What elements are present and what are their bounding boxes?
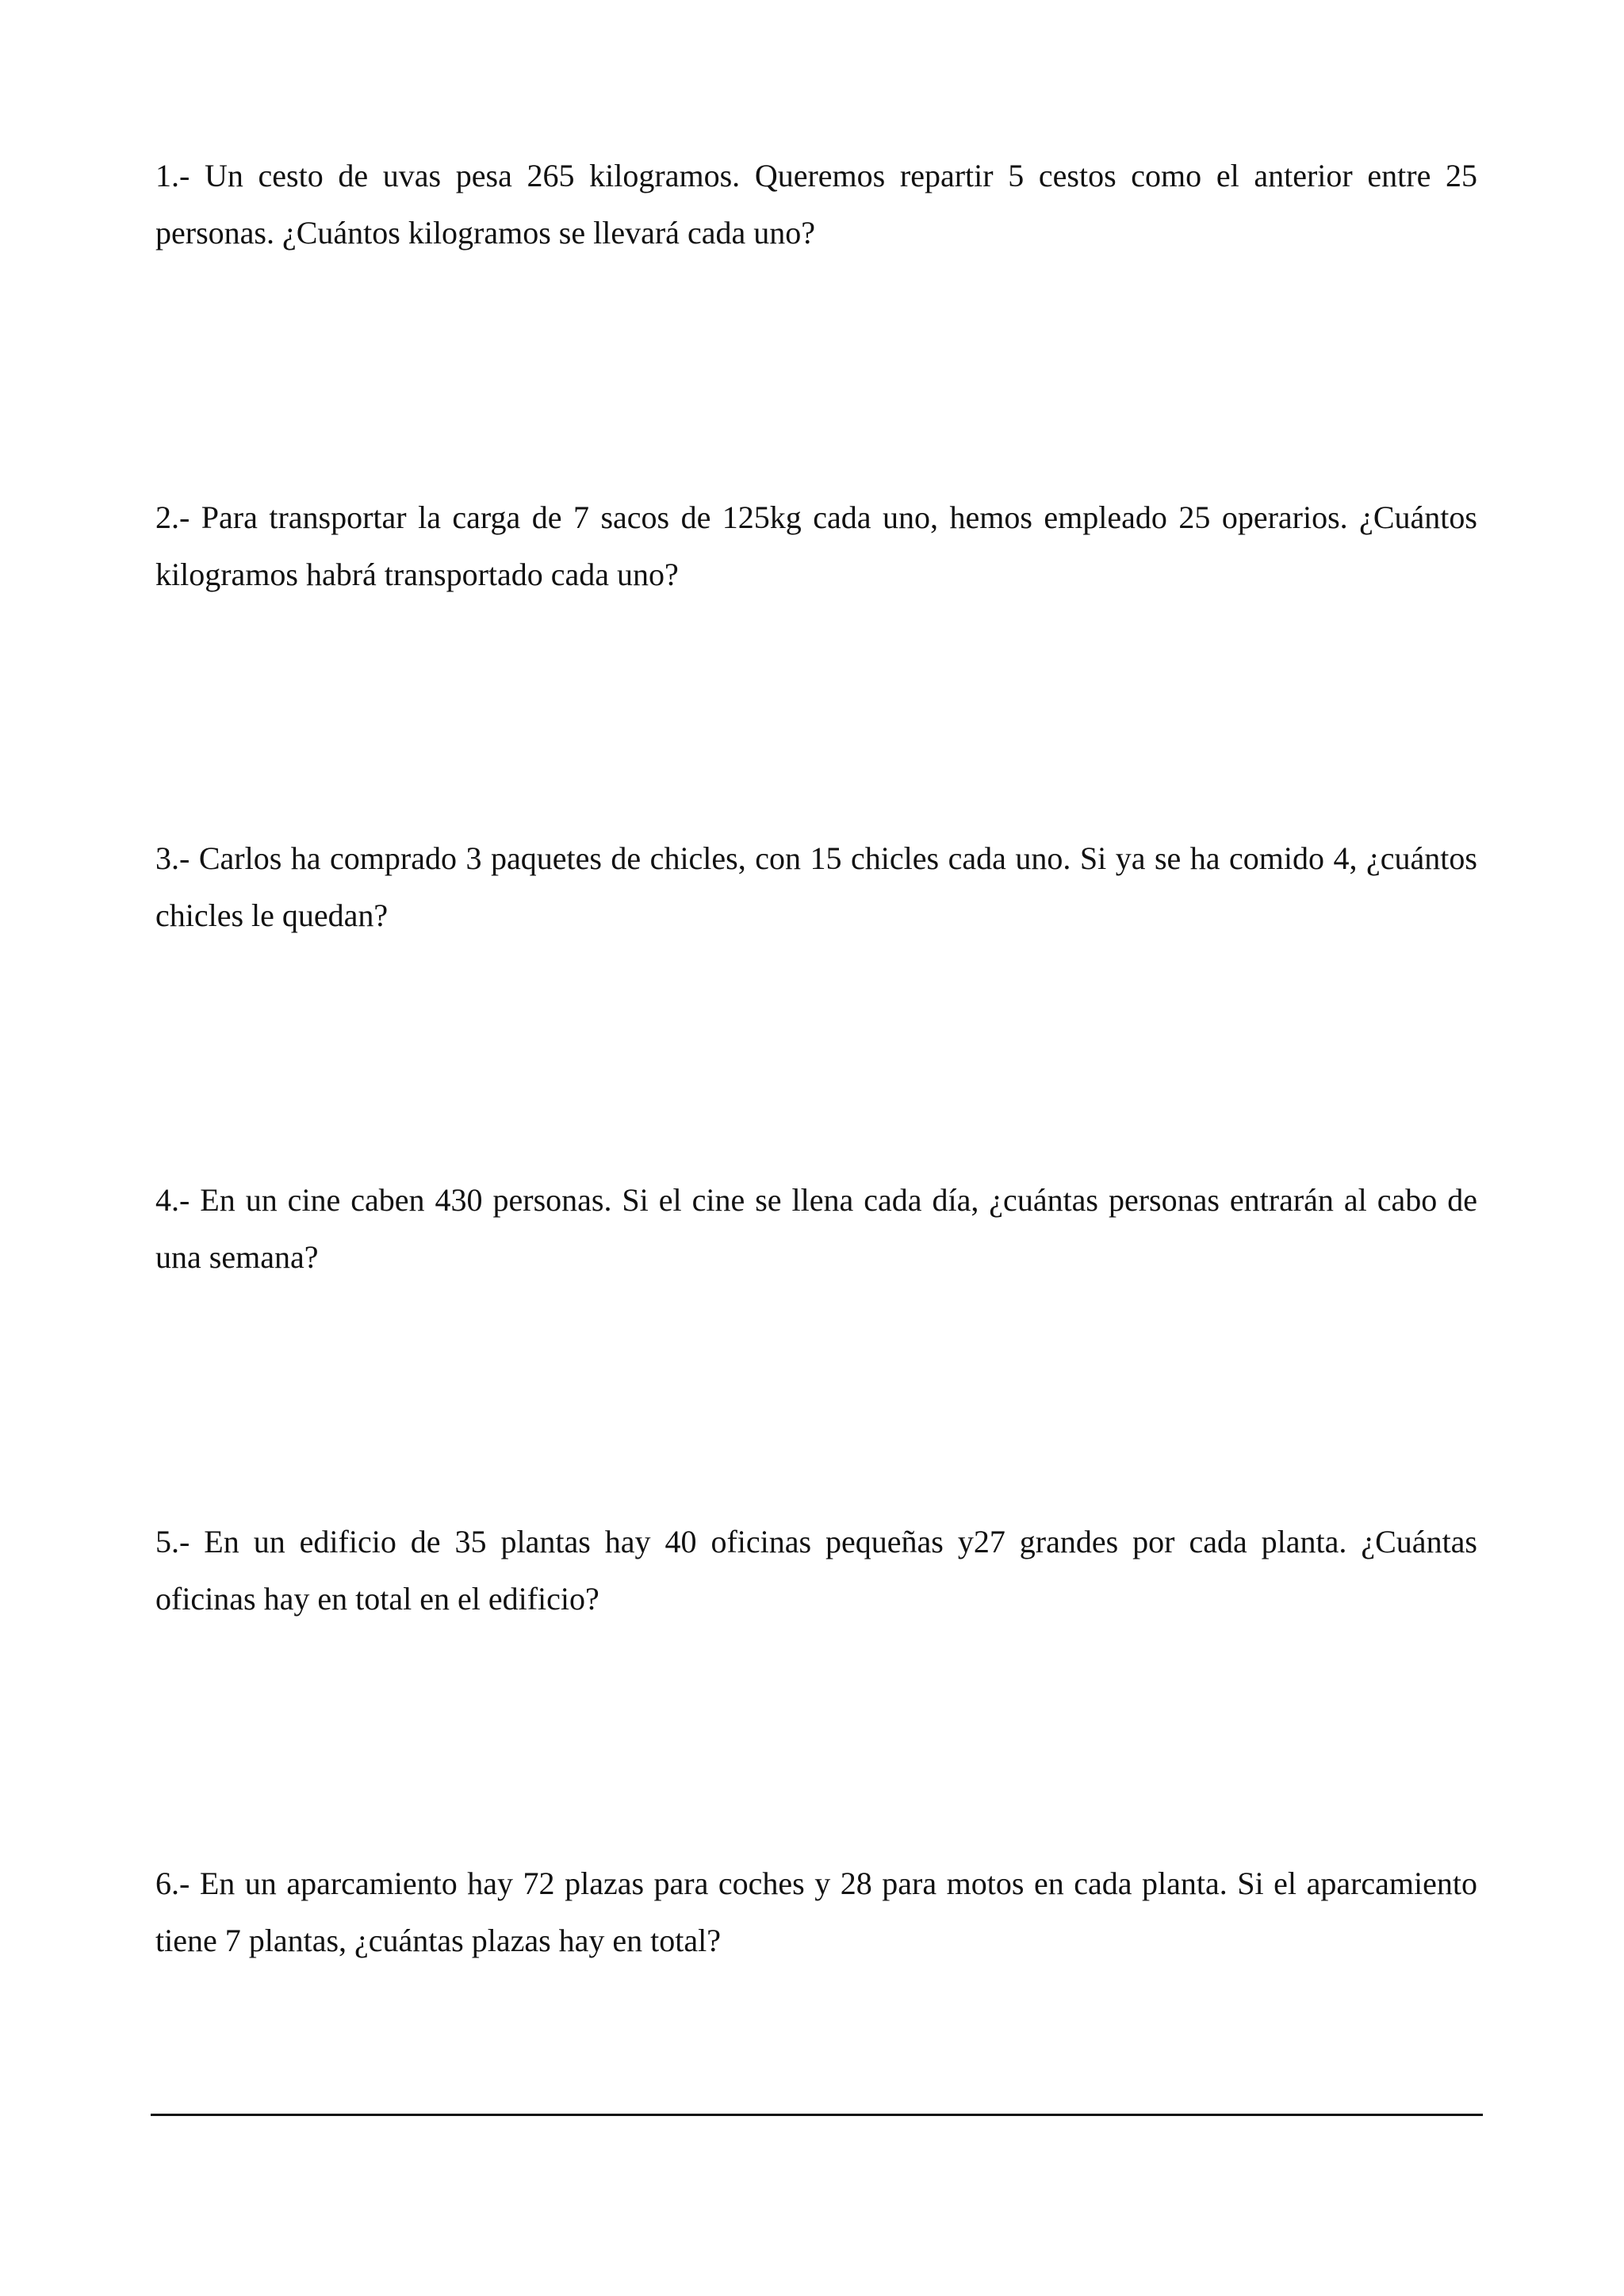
problem-2: 2.- Para transportar la carga de 7 sacos de 125kg cada uno, hemos empleado 25 operarios. ¿Cuántos kilogramos habrá transportado cada uno? [155, 499, 1477, 592]
problem-5: 5.- En un edificio de 35 plantas hay 40 oficinas pequeñas y27 grandes por cada planta. ¿Cuántas oficinas hay en total en el edificio? [155, 1524, 1477, 1617]
problem-6: 6.- En un aparcamiento hay 72 plazas para coches y 28 para motos en cada planta. Si el aparcamiento tiene 7 plantas, ¿cuántas plazas hay en total? [155, 1866, 1477, 1958]
problem-3: 3.- Carlos ha comprado 3 paquetes de chicles, con 15 chicles cada uno. Si ya se ha comido 4, ¿cuántos chicles le quedan? [155, 840, 1477, 933]
problem-1: 1.- Un cesto de uvas pesa 265 kilogramos. Queremos repartir 5 cestos como el anterior entre 25 personas. ¿Cuántos kilogramos se llevará cada uno? [155, 158, 1477, 251]
problem-4: 4.- En un cine caben 430 personas. Si el cine se llena cada día, ¿cuántas personas entrarán al cabo de una semana? [155, 1182, 1477, 1275]
footer-divider [151, 2114, 1483, 2116]
